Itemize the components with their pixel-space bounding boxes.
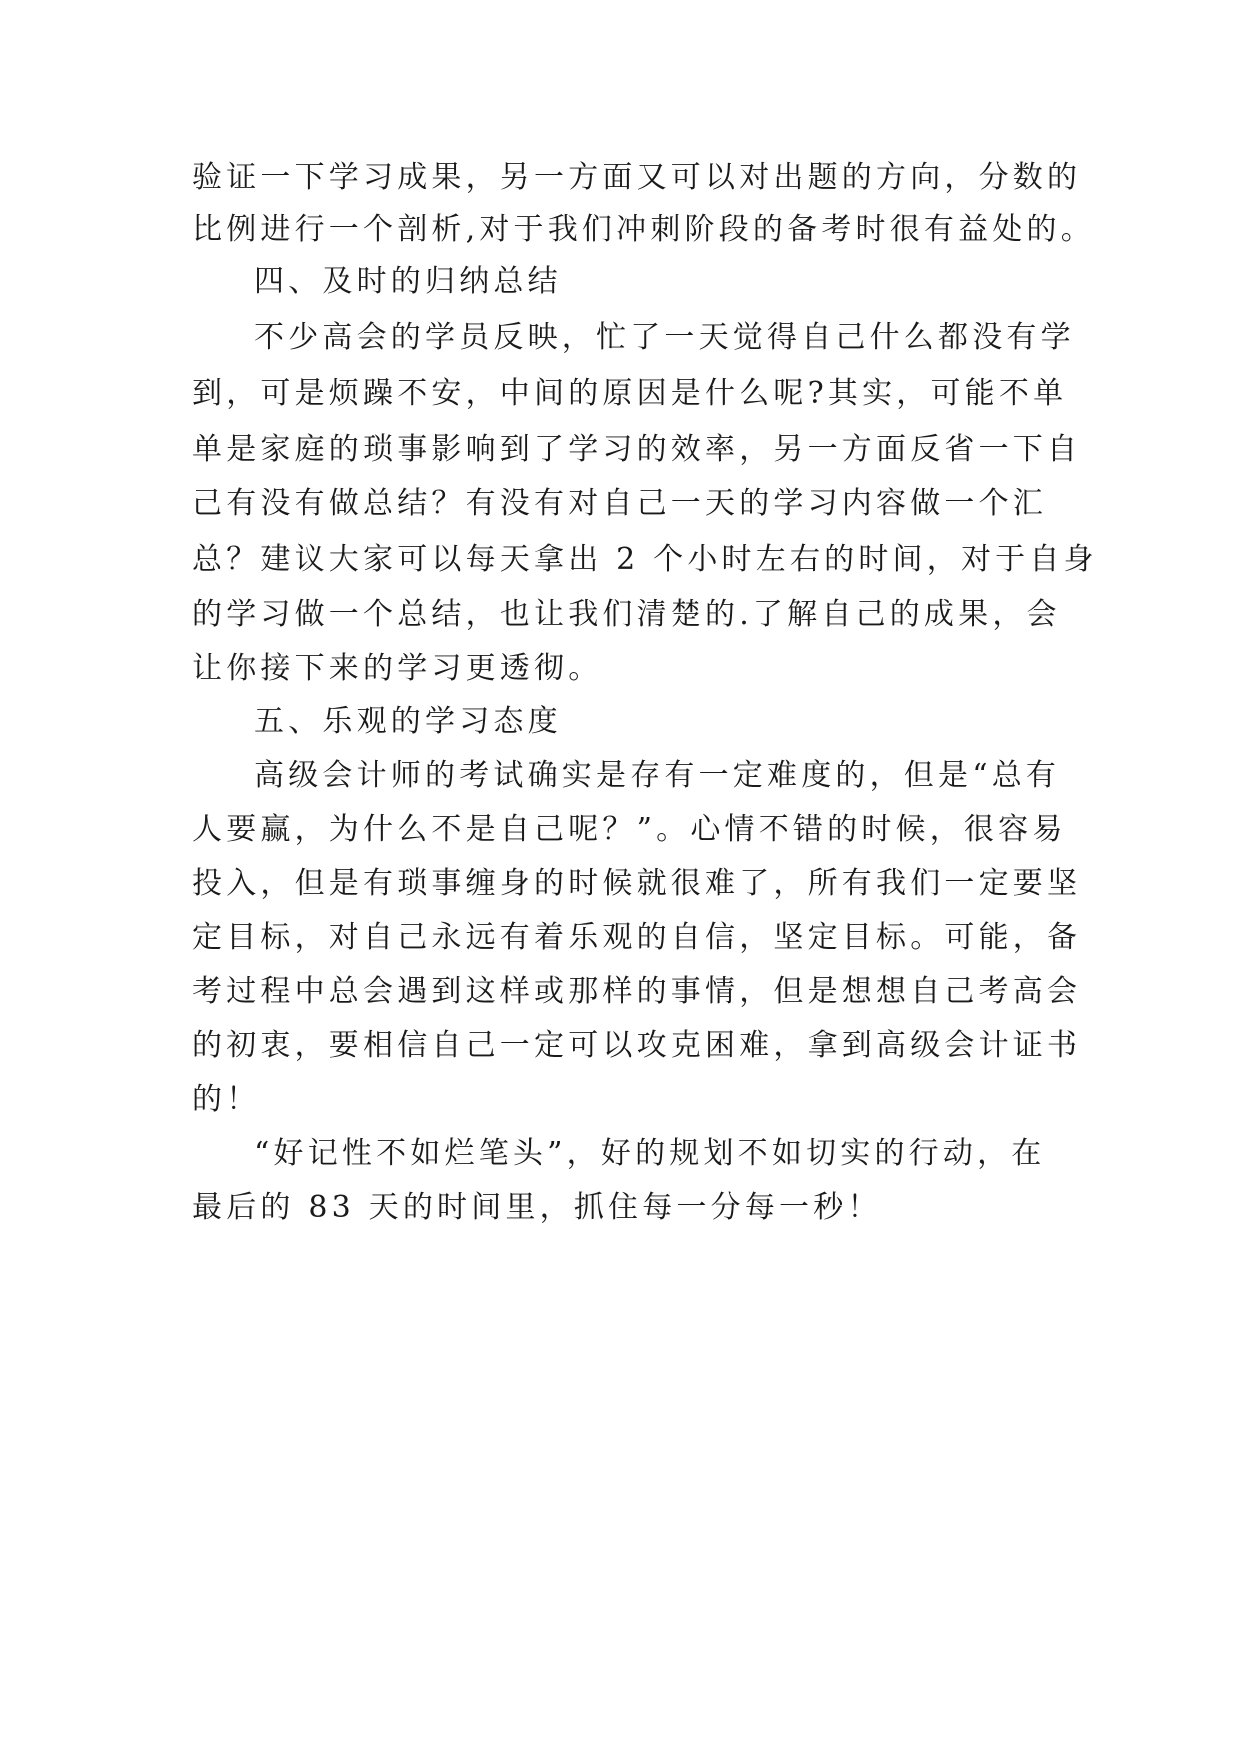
text-line: 比例进行一个剖析,对于我们冲刺阶段的备考时很有益处的。 — [192, 212, 1095, 247]
text-line: 考过程中总会遇到这样或那样的事情，但是想想自己考高会 — [192, 974, 1082, 1009]
section-heading: 五、乐观的学习态度 — [254, 704, 562, 739]
text-line: 投入，但是有琐事缠身的时候就很难了，所有我们一定要坚 — [192, 866, 1082, 901]
text-line: 高级会计师的考试确实是存有一定难度的，但是“总有 — [254, 758, 1061, 793]
text-line: 的！ — [192, 1082, 261, 1117]
text-line: 最后的 83 天的时间里，抓住每一分每一秒！ — [192, 1190, 882, 1225]
text-line: 让你接下来的学习更透彻。 — [192, 651, 603, 686]
text-line: “好记性不如烂笔头”，好的规划不如切实的行动，在 — [254, 1136, 1046, 1171]
text-line: 的初衷，要相信自己一定可以攻克困难，拿到高级会计证书 — [192, 1028, 1082, 1063]
section-heading: 四、及时的归纳总结 — [254, 264, 562, 299]
text-line: 定目标，对自己永远有着乐观的自信，坚定目标。可能，备 — [192, 920, 1082, 955]
text-line: 人要赢，为什么不是自己呢？”。心情不错的时候，很容易 — [192, 812, 1067, 847]
text-line: 己有没有做总结？有没有对自己一天的学习内容做一个汇 — [192, 486, 1047, 521]
text-line: 验证一下学习成果，另一方面又可以对出题的方向，分数的 — [192, 160, 1082, 195]
text-line: 不少高会的学员反映，忙了一天觉得自己什么都没有学 — [254, 320, 1075, 355]
text-line: 总？建议大家可以每天拿出 2 个小时左右的时间，对于自身 — [192, 542, 1098, 577]
text-line: 到，可是烦躁不安，中间的原因是什么呢?其实，可能不单 — [192, 376, 1068, 411]
text-line: 单是家庭的琐事影响到了学习的效率，另一方面反省一下自 — [192, 432, 1082, 467]
text-line: 的学习做一个总结，也让我们清楚的.了解自己的成果，会 — [192, 597, 1061, 632]
